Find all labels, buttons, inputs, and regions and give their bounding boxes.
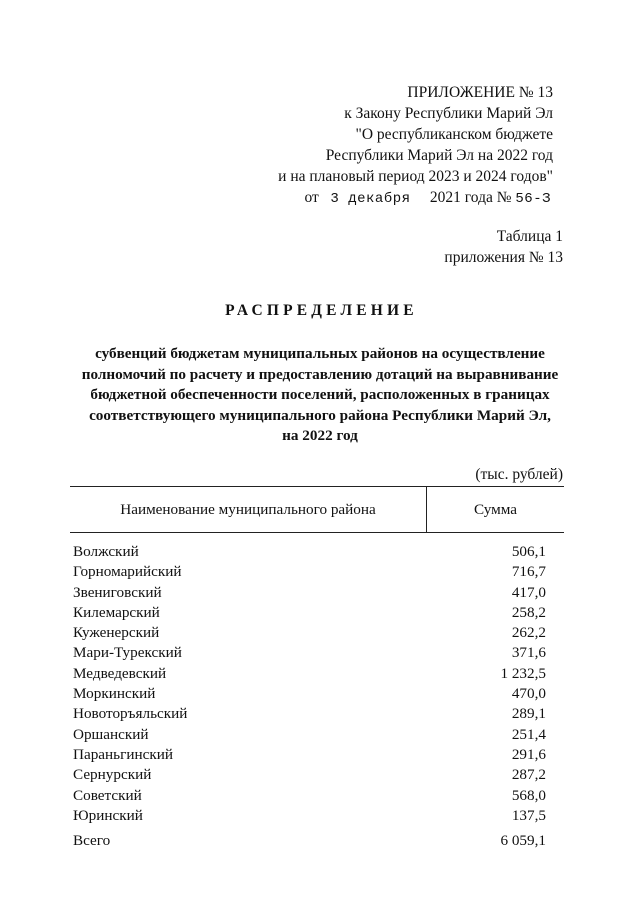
district-name: Мари-Турекский <box>73 644 182 662</box>
document-subtitle <box>50 344 590 447</box>
district-name: Куженерский <box>73 624 160 642</box>
district-sum: 251,4 <box>511 725 546 743</box>
table-total-row <box>70 832 564 854</box>
district-sum: 417,0 <box>511 583 546 601</box>
district-sum: 716,7 <box>511 563 546 581</box>
district-name: Волжский <box>73 543 139 560</box>
district-sum: 137,5 <box>511 806 546 824</box>
table-header <box>70 486 564 533</box>
district-sum: 568,0 <box>511 786 546 804</box>
table-appendix: приложения № 13 <box>444 249 563 266</box>
subtitle-line: соответствующего муниципального района Республики Марий Эл, <box>89 406 551 424</box>
district-name: Новоторъяльский <box>73 705 188 723</box>
table-row <box>70 563 564 583</box>
district-name: Советский <box>73 786 142 804</box>
appendix-number: ПРИЛОЖЕНИЕ № 13 <box>407 84 553 101</box>
document-title: РАСПРЕДЕЛЕНИЕ <box>225 302 418 319</box>
district-sum: 258,2 <box>511 603 546 621</box>
table-row <box>70 726 564 746</box>
budget-law-title-line-2: Республики Марий Эл на 2022 год <box>325 147 553 164</box>
table-row <box>70 685 564 705</box>
law-date-line <box>233 187 551 210</box>
subtitle-line: бюджетной обеспеченности поселений, расположенных в границах <box>90 386 550 403</box>
subtitle-line: полномочий по расчету и предоставлению дотаций на выравнивание <box>81 365 559 383</box>
table-row <box>70 746 564 766</box>
district-name: Звениговский <box>73 583 162 601</box>
law-reference: к Закону Республики Марий Эл <box>344 105 553 122</box>
law-number: 56-З <box>515 191 551 207</box>
total-sum: 6 059,1 <box>500 832 546 850</box>
district-name: Моркинский <box>73 685 156 703</box>
law-date: 3 декабря <box>330 191 411 207</box>
district-sum: 506,1 <box>511 543 546 560</box>
district-name: Параньгинский <box>73 745 173 763</box>
subtitle-line: на 2022 год <box>282 427 358 444</box>
table-reference <box>444 226 563 268</box>
district-sum: 289,1 <box>511 705 546 723</box>
subtitle-line: субвенций бюджетам муниципальных районов на осуществление <box>95 345 545 362</box>
district-sum: 371,6 <box>511 644 546 662</box>
district-name: Юринский <box>73 806 143 824</box>
district-name: Медведевский <box>73 664 167 682</box>
distribution-table <box>70 486 564 854</box>
table-row <box>70 584 564 604</box>
table-row <box>70 543 564 563</box>
law-year: 2021 года № <box>429 189 512 206</box>
table-row <box>70 787 564 807</box>
table-row <box>70 807 564 827</box>
budget-law-title-line-1: "О республиканском бюджете <box>355 126 553 143</box>
appendix-header <box>233 82 553 210</box>
district-name: Сернурский <box>73 766 152 784</box>
district-name: Оршанский <box>73 725 149 743</box>
table-body <box>70 543 564 854</box>
column-header-name: Наименование муниципального района <box>120 501 376 518</box>
budget-law-title-line-3: и на плановый период 2023 и 2024 годов" <box>278 168 553 185</box>
table-row <box>70 644 564 664</box>
column-header-sum: Сумма <box>473 501 517 518</box>
total-label: Всего <box>73 832 111 850</box>
district-sum: 287,2 <box>511 766 546 784</box>
district-sum: 1 232,5 <box>500 664 546 682</box>
district-sum: 291,6 <box>511 745 546 763</box>
table-row <box>70 766 564 786</box>
table-row <box>70 604 564 624</box>
table-row <box>70 705 564 725</box>
district-name: Килемарский <box>73 603 160 621</box>
district-sum: 262,2 <box>511 624 546 642</box>
table-row <box>70 624 564 644</box>
table-number: Таблица 1 <box>496 228 563 245</box>
units-label: (тыс. рублей) <box>475 466 563 483</box>
date-prefix: от <box>304 189 319 206</box>
district-sum: 470,0 <box>511 685 546 703</box>
table-row <box>70 665 564 685</box>
district-name: Горномарийский <box>73 563 182 581</box>
